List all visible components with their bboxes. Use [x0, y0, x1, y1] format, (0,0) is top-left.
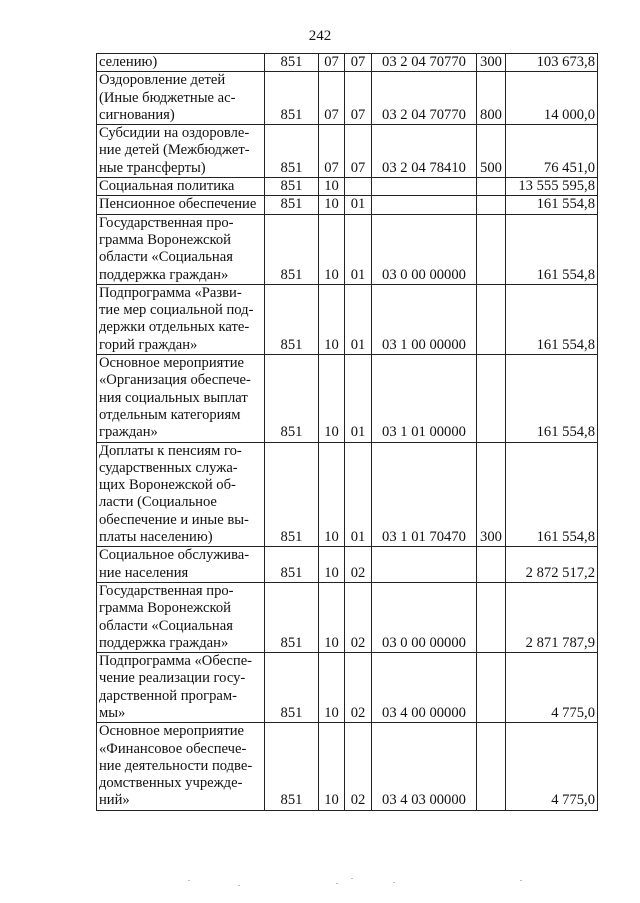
cell-amount: 76 451,0 [506, 125, 598, 178]
cell-expense-type [477, 284, 506, 354]
cell-amount: 161 554,8 [506, 214, 598, 284]
cell-amount: 2 872 517,2 [506, 547, 598, 583]
cell-code: 851 [265, 582, 319, 652]
cell-expense-type [477, 723, 506, 810]
cell-expense-type: 800 [477, 72, 506, 125]
cell-amount: 161 554,8 [506, 284, 598, 354]
cell-target-article [372, 196, 477, 214]
cell-code: 851 [265, 178, 319, 196]
cell-section: 10 [319, 653, 345, 723]
cell-expense-type: 500 [477, 125, 506, 178]
cell-subsection: 02 [345, 723, 372, 810]
cell-expense-type [477, 196, 506, 214]
cell-name: Оздоровление детей (Иные бюджетные ас- сигнования) [97, 72, 265, 125]
cell-subsection: 07 [345, 72, 372, 125]
cell-name: Доплаты к пенсиям го- сударственных служа- щих Воронежской об- ласти (Социальное обеспечение и иные вы- платы населению) [97, 442, 265, 547]
cell-subsection: 02 [345, 582, 372, 652]
cell-name: Государственная про- грамма Воронежской области «Социальная поддержка граждан» [97, 214, 265, 284]
cell-section: 10 [319, 547, 345, 583]
cell-target-article [372, 547, 477, 583]
cell-section: 10 [319, 214, 345, 284]
cell-subsection: 01 [345, 284, 372, 354]
cell-subsection: 01 [345, 214, 372, 284]
cell-section: 07 [319, 54, 345, 72]
cell-section: 10 [319, 196, 345, 214]
cell-code: 851 [265, 547, 319, 583]
cell-target-article: 03 1 01 70470 [372, 442, 477, 547]
cell-name: Подпрограмма «Обеспе- чение реализации госу- дарственной програм- мы» [97, 653, 265, 723]
cell-code: 851 [265, 54, 319, 72]
cell-subsection: 02 [345, 653, 372, 723]
cell-target-article: 03 4 03 00000 [372, 723, 477, 810]
table-row [97, 547, 598, 583]
cell-name: Государственная про- грамма Воронежской области «Социальная поддержка граждан» [97, 582, 265, 652]
table-row [97, 178, 598, 196]
table-row [97, 653, 598, 723]
cell-code: 851 [265, 442, 319, 547]
cell-section: 10 [319, 284, 345, 354]
cell-amount: 14 000,0 [506, 72, 598, 125]
cell-subsection: 07 [345, 54, 372, 72]
cell-expense-type: 300 [477, 54, 506, 72]
budget-table-body [97, 54, 598, 811]
cell-code: 851 [265, 355, 319, 442]
cell-code: 851 [265, 284, 319, 354]
cell-expense-type: 300 [477, 442, 506, 547]
cell-target-article: 03 2 04 70770 [372, 72, 477, 125]
cell-name: Социальная политика [97, 178, 265, 196]
cell-subsection: 07 [345, 125, 372, 178]
cell-section: 10 [319, 442, 345, 547]
page-number: 242 [308, 28, 332, 44]
cell-code: 851 [265, 196, 319, 214]
table-row [97, 442, 598, 547]
cell-target-article: 03 0 00 00000 [372, 214, 477, 284]
cell-expense-type [477, 547, 506, 583]
table-row [97, 214, 598, 284]
table-row [97, 196, 598, 214]
cell-name: Основное мероприятие «Организация обеспече- ния социальных выплат отдельным категориям граждан» [97, 355, 265, 442]
cell-name: Основное мероприятие «Финансовое обеспече- ние деятельности подве- домственных учрежде- ний» [97, 723, 265, 810]
cell-target-article: 03 4 00 00000 [372, 653, 477, 723]
cell-subsection: 01 [345, 355, 372, 442]
cell-amount: 4 775,0 [506, 723, 598, 810]
cell-code: 851 [265, 125, 319, 178]
cell-name: Социальное обслужива- ние населения [97, 547, 265, 583]
cell-code: 851 [265, 653, 319, 723]
cell-expense-type [477, 355, 506, 442]
cell-target-article: 03 1 01 00000 [372, 355, 477, 442]
cell-expense-type [477, 178, 506, 196]
cell-code: 851 [265, 214, 319, 284]
cell-amount: 2 871 787,9 [506, 582, 598, 652]
cell-amount: 161 554,8 [506, 442, 598, 547]
cell-name: селению) [97, 54, 265, 72]
cell-subsection: 01 [345, 442, 372, 547]
cell-section: 07 [319, 72, 345, 125]
cell-expense-type [477, 582, 506, 652]
cell-code: 851 [265, 72, 319, 125]
cell-code: 851 [265, 723, 319, 810]
cell-target-article: 03 2 04 78410 [372, 125, 477, 178]
cell-name: Субсидии на оздоровле- ние детей (Межбюджет- ные трансферты) [97, 125, 265, 178]
cell-amount: 161 554,8 [506, 196, 598, 214]
cell-target-article: 03 2 04 70770 [372, 54, 477, 72]
cell-target-article: 03 0 00 00000 [372, 582, 477, 652]
cell-expense-type [477, 653, 506, 723]
cell-section: 10 [319, 178, 345, 196]
cell-target-article: 03 1 00 00000 [372, 284, 477, 354]
cell-target-article [372, 178, 477, 196]
cell-section: 10 [319, 723, 345, 810]
cell-subsection: 02 [345, 547, 372, 583]
cell-expense-type [477, 214, 506, 284]
cell-section: 10 [319, 582, 345, 652]
table-row [97, 284, 598, 354]
cell-amount: 103 673,8 [506, 54, 598, 72]
cell-name: Подпрограмма «Разви- тие мер социальной под- держки отдельных кате- горий граждан» [97, 284, 265, 354]
cell-amount: 161 554,8 [506, 355, 598, 442]
table-row [97, 72, 598, 125]
budget-table [96, 53, 598, 811]
table-row [97, 723, 598, 810]
cell-section: 07 [319, 125, 345, 178]
table-row [97, 54, 598, 72]
cell-subsection [345, 178, 372, 196]
cell-section: 10 [319, 355, 345, 442]
table-row [97, 582, 598, 652]
table-row [97, 125, 598, 178]
cell-name: Пенсионное обеспечение [97, 196, 265, 214]
cell-amount: 4 775,0 [506, 653, 598, 723]
cell-amount: 13 555 595,8 [506, 178, 598, 196]
table-row [97, 355, 598, 442]
cell-subsection: 01 [345, 196, 372, 214]
